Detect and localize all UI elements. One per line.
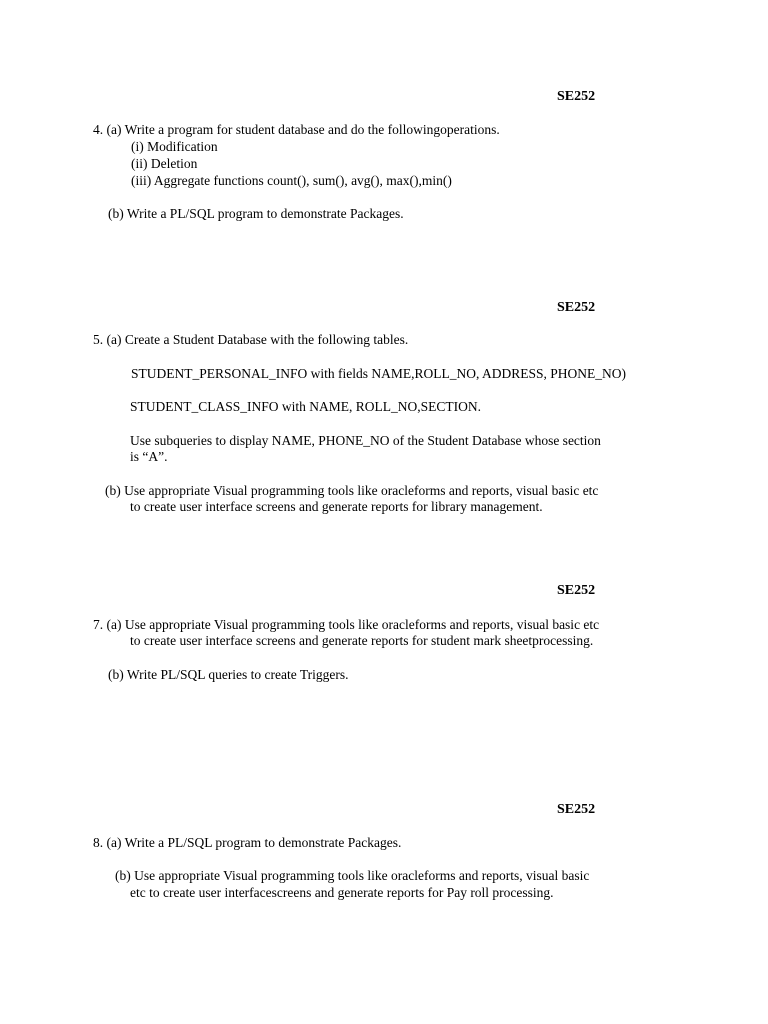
course-code: SE252	[557, 89, 596, 104]
question-5a-subquery: Use subqueries to display NAME, PHONE_NO of the Student Database whose section	[130, 433, 601, 448]
question-4a-item-i: (i) Modification	[131, 139, 218, 154]
question-8b: (b) Use appropriate Visual programming tools like oracleforms and reports, visual basic	[115, 868, 590, 883]
course-code: SE252	[557, 802, 596, 817]
question-5a: 5. (a) Create a Student Database with the following tables.	[93, 332, 409, 347]
question-7a-cont: to create user interface screens and generate reports for student mark sheetprocessing.	[130, 633, 594, 648]
course-code: SE252	[557, 300, 596, 315]
question-5b: (b) Use appropriate Visual programming tools like oracleforms and reports, visual basic etc	[105, 483, 599, 498]
question-5a-subquery-cont: is “A”.	[130, 449, 168, 464]
question-4a-item-iii: (iii) Aggregate functions count(), sum(), avg(), max(),min()	[131, 173, 452, 188]
question-5a-table-2: STUDENT_CLASS_INFO with NAME, ROLL_NO,SECTION.	[130, 399, 482, 414]
question-8a: 8. (a) Write a PL/SQL program to demonstrate Packages.	[93, 835, 402, 850]
question-5a-table-1: STUDENT_PERSONAL_INFO with fields NAME,ROLL_NO, ADDRESS, PHONE_NO)	[131, 366, 627, 381]
question-7b: (b) Write PL/SQL queries to create Triggers.	[108, 667, 349, 682]
question-4a-item-ii: (ii) Deletion	[131, 156, 198, 171]
question-4b: (b) Write a PL/SQL program to demonstrate Packages.	[108, 206, 404, 221]
question-7a: 7. (a) Use appropriate Visual programming tools like oracleforms and reports, visual basic etc	[93, 617, 600, 632]
question-5b-cont: to create user interface screens and generate reports for library management.	[130, 499, 543, 514]
question-8b-cont: etc to create user interfacescreens and generate reports for Pay roll processing.	[130, 885, 554, 900]
course-code: SE252	[557, 583, 596, 598]
question-4a: 4. (a) Write a program for student database and do the followingoperations.	[93, 122, 500, 137]
